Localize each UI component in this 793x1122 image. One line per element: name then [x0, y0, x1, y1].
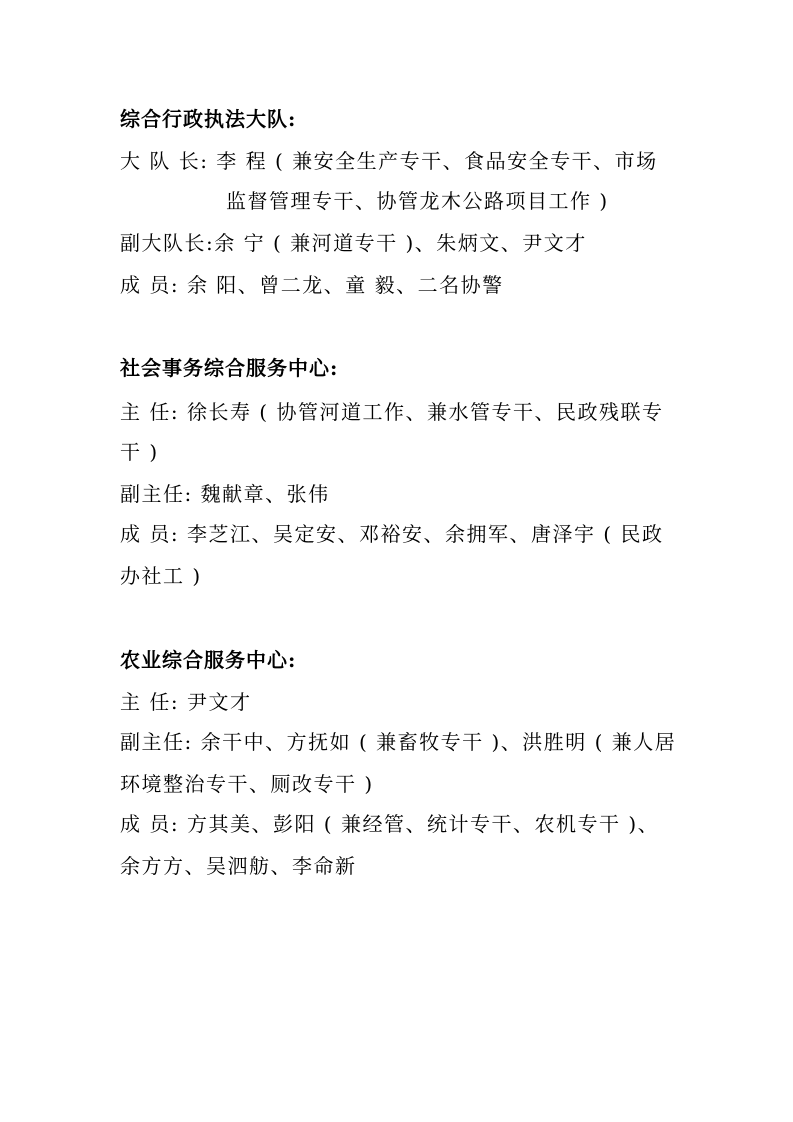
- social-deputy-line: 副主任: 魏献章、张伟: [120, 482, 330, 506]
- agri-members-line-continued: 余方方、吴泗舫、李命新: [120, 854, 357, 878]
- agri-members-line: 成 员: 方其美、彭阳 ( 兼经管、统计专干、农机专干 )、: [120, 812, 660, 836]
- agri-director-line: 主 任: 尹文才: [120, 690, 252, 714]
- captain-line: 大 队 长: 李 程 ( 兼安全生产专干、食品安全专干、市场: [120, 149, 658, 173]
- captain-line-continued: 监督管理专干、协管龙木公路项目工作 ): [226, 189, 609, 213]
- social-director-line: 主 任: 徐长寿 ( 协管河道工作、兼水管专干、民政残联专: [120, 400, 664, 424]
- social-director-line-continued: 干 ): [120, 440, 159, 464]
- deputy-captain-line: 副大队长:余 宁 ( 兼河道专干 )、朱炳文、尹文才: [120, 231, 587, 255]
- section-title-agriculture: 农业综合服务中心:: [120, 648, 297, 672]
- section-title-law-enforcement: 综合行政执法大队:: [120, 107, 297, 131]
- members-line: 成 员: 余 阳、曾二龙、童 毅、二名协警: [120, 273, 504, 297]
- agri-deputy-line: 副主任: 余干中、方抚如 ( 兼畜牧专干 )、洪胜明 ( 兼人居: [120, 730, 677, 754]
- social-members-line-continued: 办社工 ): [120, 564, 202, 588]
- social-members-line: 成 员: 李芝江、吴定安、邓裕安、余拥军、唐泽宇 ( 民政: [120, 522, 664, 546]
- agri-deputy-line-continued: 环境整治专干、厕改专干 ): [120, 772, 374, 796]
- section-title-social-affairs: 社会事务综合服务中心:: [120, 356, 339, 380]
